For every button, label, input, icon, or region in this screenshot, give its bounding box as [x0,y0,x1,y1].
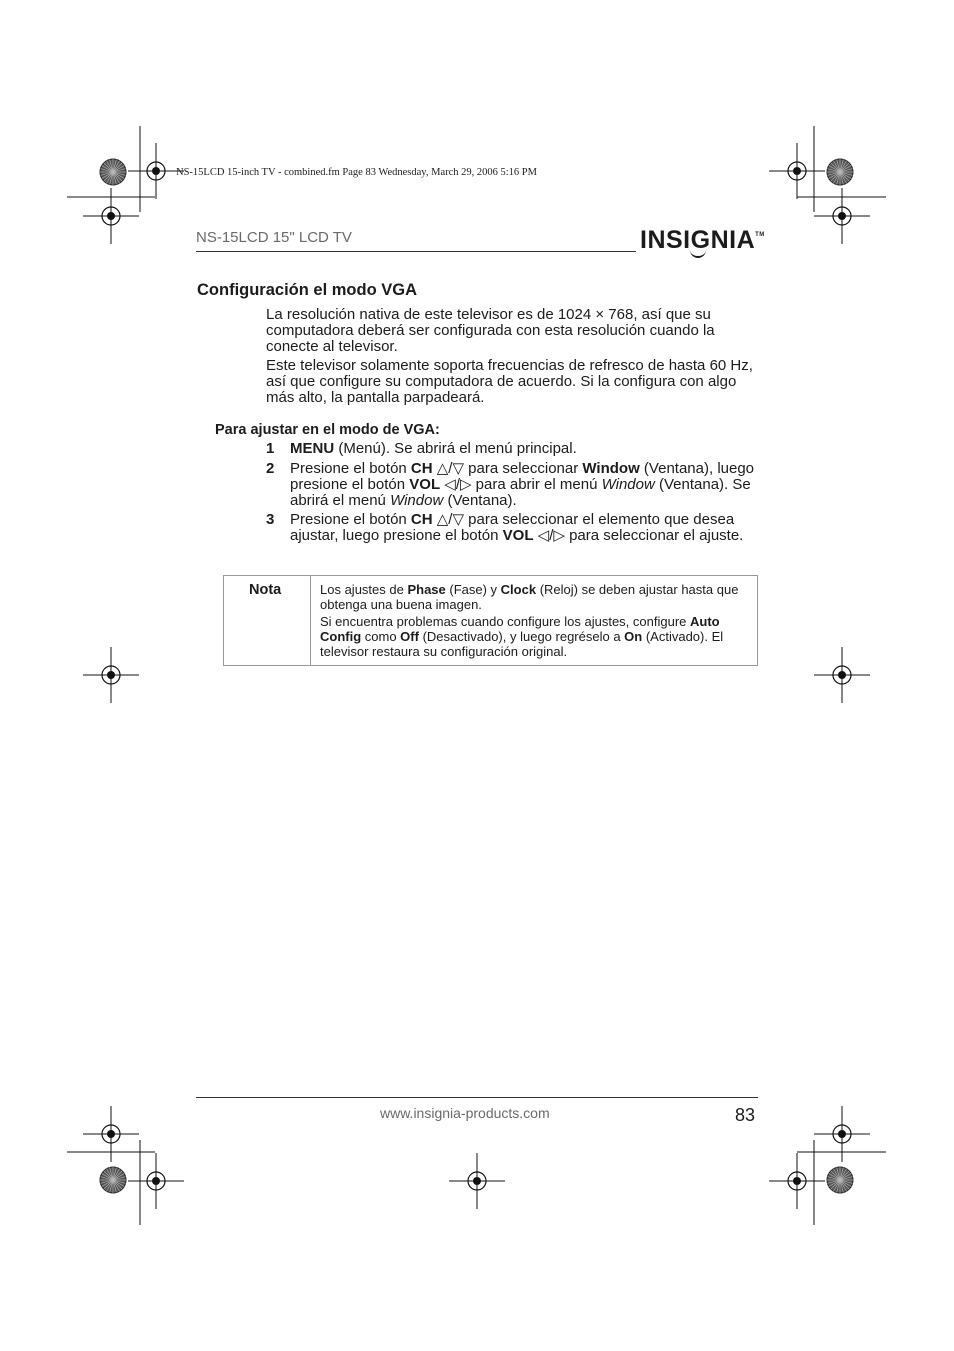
step-text: Presione el botón CH △/▽ para seleccionar Window (Ventana), luego presione el botón VOL ◁/▷ para abrir el menú Window (Ventana). Se abrirá el menú Window (Ventana). [290,460,755,509]
note-divider [310,575,311,666]
registration-crosshair-icon [814,647,870,703]
paragraph-refresh-rate: Este televisor solamente soporta frecuencias de refresco de hasta 60 Hz, así que configure su computadora de acuerdo. Si la configura con algo más alto, la pantalla parpadeará. [266,357,753,406]
registration-crosshair-icon [449,1153,505,1209]
step-2 [266,461,761,509]
registration-crosshair-icon [814,188,870,244]
step-number: 1 [266,440,275,457]
header-rule [196,251,636,252]
paragraph-resolution: La resolución nativa de este televisor es de 1024 × 768, así que su computadora deberá ser configurada con esta resolución cuando la conecte al televisor. [266,306,715,355]
color-rosette-icon [100,159,126,185]
step-text: Presione el botón CH △/▽ para seleccionar el elemento que desea ajustar, luego presione el botón VOL ◁/▷ para seleccionar el ajuste. [290,511,744,544]
step-1 [266,441,761,457]
registration-crosshair-icon [83,188,139,244]
step-number: 3 [266,511,275,528]
registration-crosshair-icon [769,143,825,199]
registration-crosshair-icon [814,1106,870,1162]
logo-trademark: TM [755,232,765,238]
note-text-auto-config: Si encuentra problemas cuando configure los ajustes, configure Auto Config como Off (Desactivado), y luego regréselo a On (Activado). El televisor restaura su configuración original. [320,614,724,659]
procedure-title: Para ajustar en el modo de VGA: [215,422,440,438]
section-title: Configuración el modo VGA [197,281,418,299]
page-number: 83 [735,1105,756,1125]
running-header: NS-15LCD 15" LCD TV [196,229,352,246]
registration-crosshair-icon [83,647,139,703]
color-rosette-icon [827,159,853,185]
step-number: 2 [266,460,275,477]
logo-wordmark: INSIGNIA [640,226,756,254]
color-rosette-icon [827,1167,853,1193]
footer-url: www.insignia-products.com [380,1105,550,1121]
registration-crosshair-icon [769,1153,825,1209]
registration-crosshair-icon [128,1153,184,1209]
note-label: Nota [249,582,282,598]
color-rosette-icon [100,1167,126,1193]
step-3 [266,512,761,544]
footer-rule [196,1097,758,1098]
print-info-line: NS-15LCD 15-inch TV - combined.fm Page 83 Wednesday, March 29, 2006 5:16 PM [176,167,537,178]
note-text-phase-clock: Los ajustes de Phase (Fase) y Clock (Reloj) se deben ajustar hasta que obtenga una buena imagen. [320,582,739,612]
step-text: MENU (Menú). Se abrirá el menú principal. [290,440,577,457]
registration-crosshair-icon [83,1106,139,1162]
